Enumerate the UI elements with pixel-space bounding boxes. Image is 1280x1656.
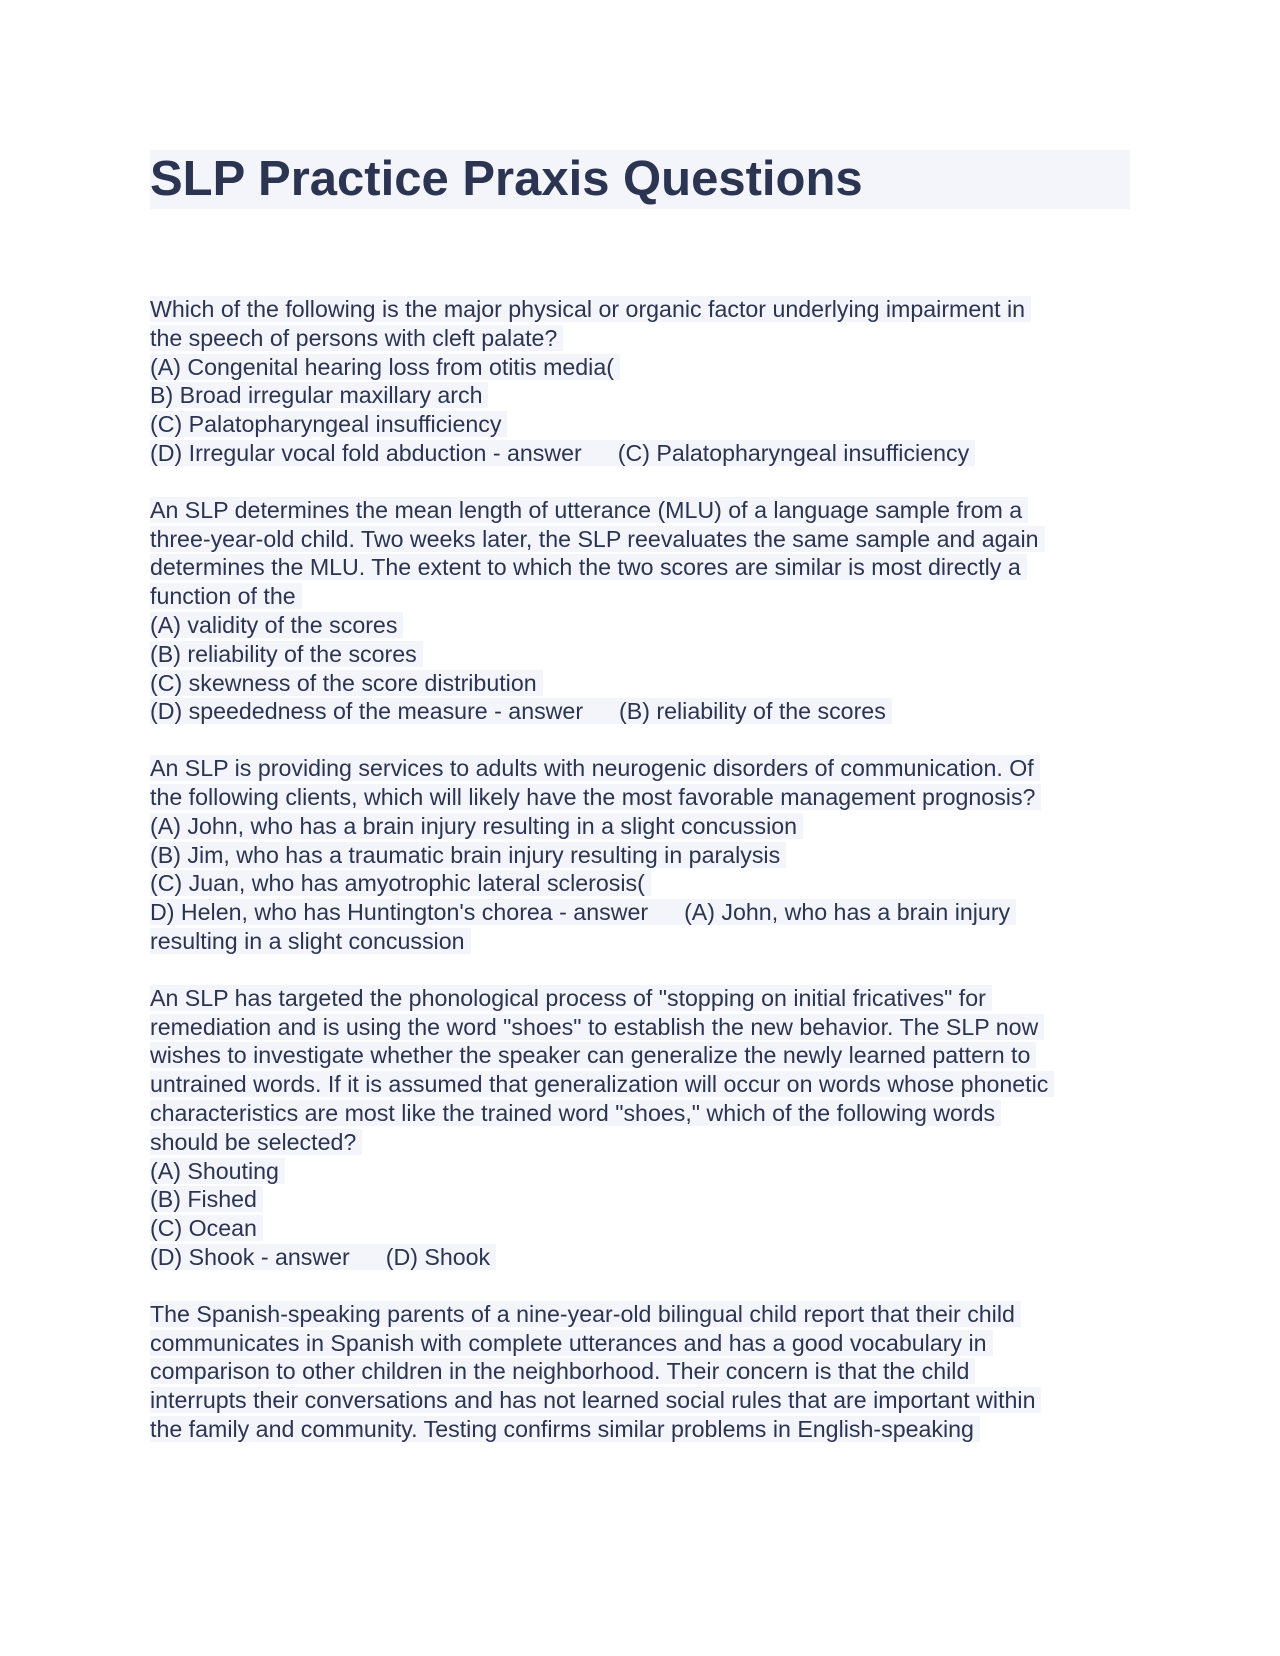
question-line <box>150 1157 1130 1186</box>
question-line <box>150 984 1130 1013</box>
line-text: wishes to investigate whether the speaker can generalize the newly learned pattern to <box>150 1042 1031 1069</box>
line-text: (C) skewness of the score distribution <box>150 669 537 696</box>
question-line <box>150 1415 1130 1444</box>
line-highlight <box>150 1301 1021 1327</box>
line-highlight <box>150 497 1028 523</box>
line-highlight <box>150 1387 1041 1413</box>
line-text: (A) John, who has a brain injury resulting in a slight concussion <box>150 812 798 839</box>
line-text: (D) Shook - answer <box>150 1243 350 1270</box>
line-text: (A) validity of the scores <box>150 611 398 638</box>
answer-text: (B) reliability of the scores <box>619 698 886 725</box>
line-highlight <box>150 382 488 408</box>
document-page <box>150 150 1130 1472</box>
line-highlight <box>150 1014 1044 1040</box>
question-line <box>150 1099 1130 1128</box>
question-line <box>150 582 1130 611</box>
line-highlight <box>150 1042 1036 1068</box>
line-highlight <box>150 354 620 380</box>
line-highlight <box>150 1358 975 1384</box>
line-text: (C) Ocean <box>150 1215 257 1242</box>
question-line <box>150 1300 1130 1329</box>
question-line <box>150 812 1130 841</box>
question-line <box>150 381 1130 410</box>
line-highlight <box>150 1244 496 1270</box>
question-line <box>150 869 1130 898</box>
question-line <box>150 783 1130 812</box>
line-text: the following clients, which will likely have the most favorable management prognosis? <box>150 783 1036 810</box>
line-highlight <box>150 612 403 638</box>
line-highlight <box>150 784 1041 810</box>
line-text: (A) Congenital hearing loss from otitis media( <box>150 353 614 380</box>
question-line <box>150 898 1130 927</box>
line-text: (C) Palatopharyngeal insufficiency <box>150 411 502 438</box>
question-line <box>150 697 1130 726</box>
line-text: interrupts their conversations and has not learned social rules that are important within <box>150 1387 1036 1414</box>
line-text: (B) Jim, who has a traumatic brain injury resulting in paralysis <box>150 841 781 868</box>
line-text: comparison to other children in the neighborhood. Their concern is that the child <box>150 1358 970 1385</box>
line-text: the family and community. Testing confirms similar problems in English-speaking <box>150 1415 974 1442</box>
question-line <box>150 1070 1130 1099</box>
line-text: communicates in Spanish with complete utterances and has a good vocabulary in <box>150 1329 987 1356</box>
question-line <box>150 611 1130 640</box>
line-text: untrained words. If it is assumed that generalization will occur on words whose phonetic <box>150 1071 1049 1098</box>
line-text: remediation and is using the word "shoes" to establish the new behavior. The SLP now <box>150 1013 1039 1040</box>
line-highlight <box>150 1158 285 1184</box>
question-line <box>150 324 1130 353</box>
question-line <box>150 295 1130 324</box>
question-line <box>150 1185 1130 1214</box>
question-block <box>150 984 1130 1272</box>
line-highlight <box>150 526 1045 552</box>
line-highlight <box>150 1416 980 1442</box>
line-text: Which of the following is the major physical or organic factor underlying impairment in <box>150 296 1026 322</box>
question-line <box>150 1357 1130 1386</box>
line-text: An SLP determines the mean length of utterance (MLU) of a language sample from a <box>150 496 1023 523</box>
question-block <box>150 1300 1130 1444</box>
line-text: An SLP is providing services to adults with neurogenic disorders of communication. Of <box>150 755 1034 782</box>
question-line <box>150 669 1130 698</box>
question-block <box>150 754 1130 956</box>
question-line <box>150 439 1130 468</box>
line-text: (B) reliability of the scores <box>150 640 417 667</box>
line-highlight <box>150 641 423 667</box>
line-highlight <box>150 1100 1001 1126</box>
line-text: D) Helen, who has Huntington's chorea - answer <box>150 899 649 926</box>
line-text: The Spanish-speaking parents of a nine-year-old bilingual child report that their child <box>150 1300 1015 1327</box>
question-line <box>150 410 1130 439</box>
line-highlight <box>150 842 786 868</box>
question-line <box>150 640 1130 669</box>
question-line <box>150 841 1130 870</box>
line-text: resulting in a slight concussion <box>150 927 465 954</box>
question-line <box>150 927 1130 956</box>
question-line <box>150 1329 1130 1358</box>
question-line <box>150 1013 1130 1042</box>
line-highlight <box>150 755 1040 781</box>
line-highlight <box>150 554 1027 580</box>
line-highlight <box>150 296 1031 322</box>
question-block <box>150 496 1130 726</box>
line-text: three-year-old child. Two weeks later, the SLP reevaluates the same sample and again <box>150 525 1039 552</box>
line-text: (D) speededness of the measure - answer <box>150 698 584 725</box>
question-line <box>150 1041 1130 1070</box>
line-text: B) Broad irregular maxillary arch <box>150 382 483 409</box>
line-text: the speech of persons with cleft palate? <box>150 324 558 351</box>
line-highlight <box>150 985 992 1011</box>
line-text: (C) Juan, who has amyotrophic lateral sclerosis( <box>150 870 645 897</box>
question-block <box>150 295 1130 468</box>
line-highlight <box>150 928 471 954</box>
line-highlight <box>150 325 563 351</box>
line-highlight <box>150 440 975 466</box>
line-highlight <box>150 1186 263 1212</box>
line-text: should be selected? <box>150 1128 357 1155</box>
line-text: determines the MLU. The extent to which the two scores are similar is most directly a <box>150 554 1021 581</box>
answer-text: (A) John, who has a brain injury <box>684 899 1011 926</box>
question-line <box>150 1243 1130 1272</box>
line-highlight <box>150 583 302 609</box>
line-text: (A) Shouting <box>150 1157 279 1184</box>
question-line <box>150 1386 1130 1415</box>
question-line <box>150 1214 1130 1243</box>
questions-content <box>150 295 1130 1444</box>
line-highlight <box>150 899 1016 925</box>
question-line <box>150 1128 1130 1157</box>
line-highlight <box>150 1129 362 1155</box>
title-block <box>150 150 1130 209</box>
question-line <box>150 553 1130 582</box>
line-text: An SLP has targeted the phonological process of "stopping on initial fricatives" for <box>150 984 986 1011</box>
line-highlight <box>150 411 507 437</box>
line-highlight <box>150 698 892 724</box>
line-text: characteristics are most like the trained word "shoes," which of the following words <box>150 1099 996 1126</box>
line-highlight <box>150 1215 263 1241</box>
question-line <box>150 525 1130 554</box>
question-line <box>150 353 1130 382</box>
line-highlight <box>150 813 803 839</box>
question-line <box>150 754 1130 783</box>
page-title: SLP Practice Praxis Questions <box>150 152 863 206</box>
answer-text: (C) Palatopharyngeal insufficiency <box>617 439 970 466</box>
line-text: (D) Irregular vocal fold abduction - answer <box>150 439 582 466</box>
answer-text: (D) Shook <box>385 1243 491 1270</box>
line-text: (B) Fished <box>150 1186 257 1213</box>
line-text: function of the <box>150 583 296 610</box>
line-highlight <box>150 670 543 696</box>
line-highlight <box>150 1330 993 1356</box>
line-highlight <box>150 870 651 896</box>
line-highlight <box>150 1071 1054 1097</box>
question-line <box>150 496 1130 525</box>
